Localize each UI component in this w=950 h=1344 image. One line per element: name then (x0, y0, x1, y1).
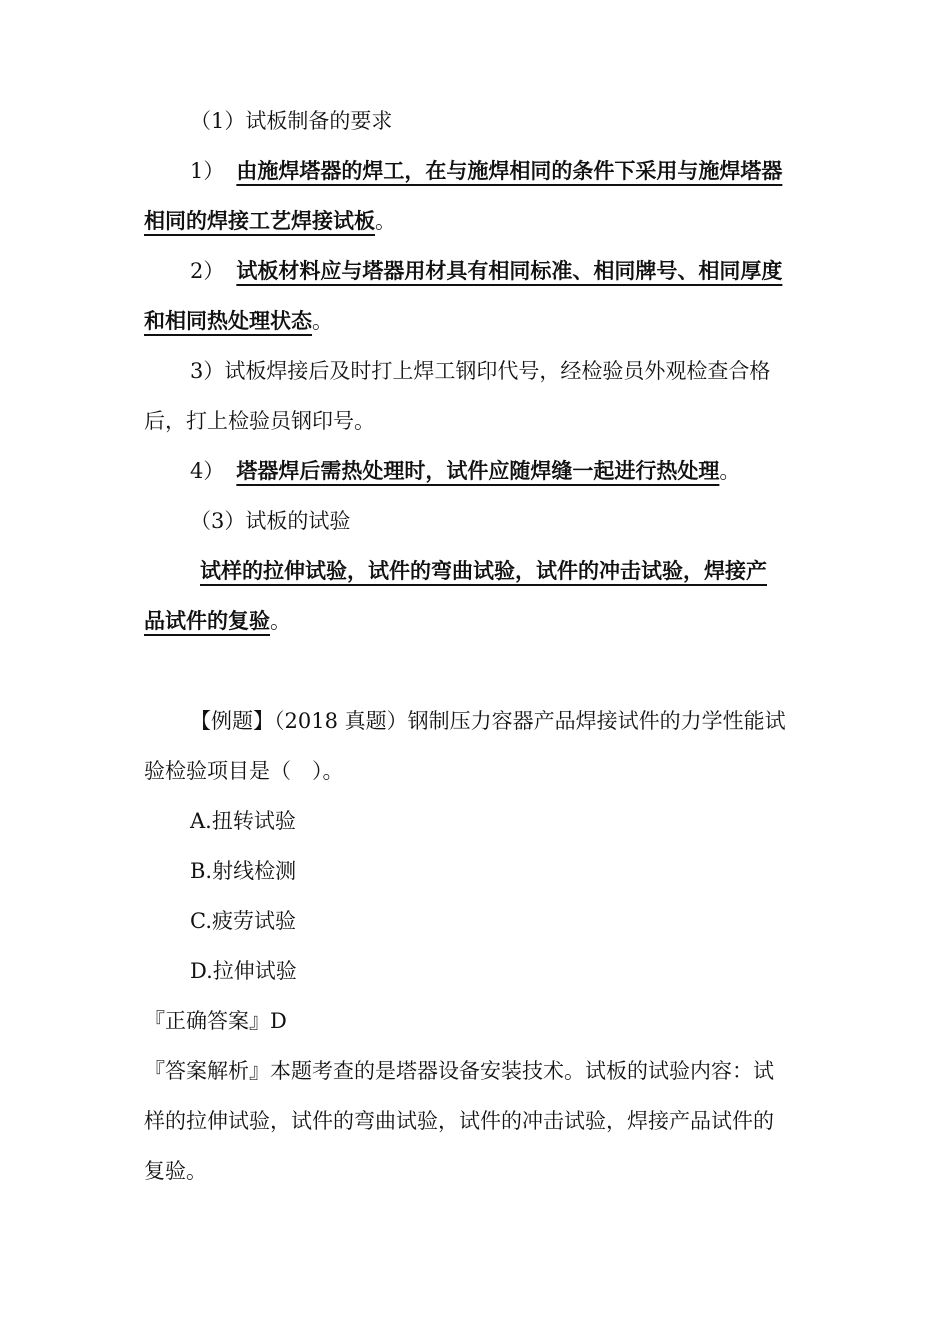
option-b: B.射线检测 (190, 859, 297, 883)
test-list-line-1 (200, 556, 767, 586)
correct-answer: 『正确答案』D (144, 1009, 287, 1033)
question-line-1: 【例题】（2018 真题）钢制压力容器产品焊接试件的力学性能试 (190, 709, 786, 733)
item-number: 1） (190, 159, 225, 183)
option-a: A.扭转试验 (190, 809, 296, 833)
item-2-line-1 (190, 256, 782, 286)
emphasis-text: 和相同热处理状态 (144, 309, 312, 333)
emphasis-text: 塔器焊后需热处理时，试件应随焊缝一起进行热处理 (236, 459, 720, 483)
analysis-line-2: 样的拉伸试验，试件的弯曲试验，试件的冲击试验，焊接产品试件的 (144, 1109, 774, 1133)
question-line-2: 验检验项目是（ ）。 (144, 759, 344, 783)
section-heading-plate-test: （3）试板的试验 (190, 509, 351, 533)
item-number: 4） (190, 459, 225, 483)
item-3-line-2: 后，打上检验员钢印号。 (144, 409, 375, 433)
item-1-line-2: 相同的焊接工艺焊接试板。 (144, 209, 396, 233)
item-2-line-2: 和相同热处理状态。 (144, 309, 333, 333)
item-3-line-1: 3）试板焊接后及时打上焊工钢印代号，经检验员外观检查合格 (190, 359, 771, 383)
option-d: D.拉伸试验 (190, 959, 297, 983)
option-c: C.疲劳试验 (190, 909, 296, 933)
analysis-line-1: 『答案解析』本题考查的是塔器设备安装技术。试板的试验内容：试 (144, 1059, 774, 1083)
item-1-line-1 (190, 156, 782, 186)
item-number: 2） (190, 259, 225, 283)
emphasis-text: 试样的拉伸试验，试件的弯曲试验，试件的冲击试验，焊接产 (200, 559, 767, 583)
section-heading-plate-preparation: （1）试板制备的要求 (190, 109, 393, 133)
emphasis-text: 相同的焊接工艺焊接试板 (144, 209, 375, 233)
test-list-line-2: 品试件的复验。 (144, 609, 291, 633)
emphasis-text: 品试件的复验 (144, 609, 270, 633)
item-4-line-1: 4） 塔器焊后需热处理时，试件应随焊缝一起进行热处理。 (190, 459, 741, 483)
emphasis-text: 由施焊塔器的焊工，在与施焊相同的条件下采用与施焊塔器 (236, 159, 783, 183)
analysis-line-3: 复验。 (144, 1159, 207, 1183)
emphasis-text: 试板材料应与塔器用材具有相同标准、相同牌号、相同厚度 (236, 259, 783, 283)
